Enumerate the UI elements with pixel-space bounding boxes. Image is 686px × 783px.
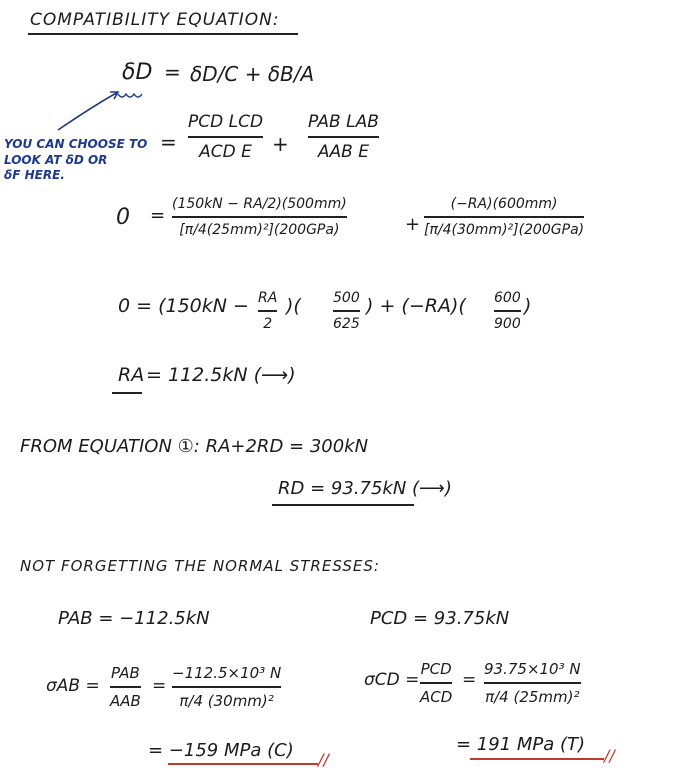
stresses-heading: NOT FORGETTING THE NORMAL STRESSES: — [20, 557, 380, 575]
ra-result: = 112.5kN (⟶) — [146, 364, 296, 386]
eq4-mid2: ) + (−RA)( — [366, 295, 466, 317]
eq3-equals: = — [150, 205, 166, 226]
sigma-ab-check-mark: // — [318, 750, 329, 769]
rd-result: RD = 93.75kN (⟶) — [278, 478, 452, 499]
fraction-bar — [333, 310, 360, 312]
eq1-lhs: δD — [122, 60, 153, 85]
rd-underline — [272, 504, 414, 506]
eq3-f1-den: [π/4(25mm)²](200GPa) — [179, 221, 340, 238]
ra-lhs: RA — [118, 364, 145, 386]
eq4-ra-fraction — [258, 290, 277, 332]
fraction-bar — [424, 216, 584, 218]
pab-value: PAB = −112.5kN — [58, 608, 210, 629]
fraction-bar — [110, 686, 141, 688]
eq3-plus: + — [405, 214, 421, 235]
eq2-f2-den: AAB E — [317, 141, 369, 162]
sigma-cd-underline — [470, 758, 604, 760]
ra-underline — [112, 392, 142, 394]
eq3-f2-den: [π/4(30mm)²](200GPa) — [424, 221, 585, 238]
eq2-plus: + — [272, 132, 289, 156]
page-title: COMPATIBILITY EQUATION: — [30, 10, 280, 30]
sigma-cd-result: = 191 MPa (T) — [456, 734, 586, 755]
side-note-line-2: LOOK AT δD OR — [4, 152, 108, 167]
eq2-f1-num: PCD LCD — [188, 112, 264, 132]
sigma-ab-equals: = — [152, 676, 167, 696]
sigma-cd-f1-num: PCD — [420, 660, 452, 678]
eq4-r1-num: 500 — [333, 290, 360, 306]
fraction-bar — [258, 310, 277, 312]
sigma-cd-f1-den: ACD — [420, 687, 453, 706]
eq2-equals: = — [160, 130, 177, 154]
pcd-value: PCD = 93.75kN — [370, 608, 510, 629]
sigma-ab-result: = −159 MPa (C) — [148, 740, 294, 761]
eq4-r1-den: 625 — [333, 315, 360, 332]
sigma-ab-f1-den: AAB — [110, 691, 141, 710]
eq4-end: ) — [524, 295, 532, 317]
sigma-cd-fraction-1 — [420, 660, 452, 706]
sigma-ab-f2-num: −112.5×10³ N — [172, 664, 282, 682]
fraction-bar — [420, 682, 452, 684]
sigma-ab-fraction-2 — [172, 664, 281, 710]
fraction-bar — [172, 686, 281, 688]
eq4-r2-den: 900 — [494, 315, 521, 332]
eq4-r2-num: 600 — [494, 290, 521, 306]
eq3-f2-num: (−RA)(600mm) — [450, 196, 558, 212]
sigma-cd-fraction-2 — [484, 660, 581, 706]
eq3-lhs: 0 — [116, 205, 130, 230]
eq4-ra-den: 2 — [263, 315, 273, 332]
from-equation: FROM EQUATION ①: RA+2RD = 300kN — [20, 436, 369, 457]
sigma-cd-check-mark: // — [604, 746, 615, 765]
fraction-bar — [484, 682, 581, 684]
sigma-cd-lhs: σCD = — [364, 670, 420, 690]
sigma-ab-f2-den: π/4 (30mm)² — [179, 691, 274, 710]
eq4-lhs: 0 = (150kN − — [118, 295, 249, 317]
fraction-bar — [172, 216, 347, 218]
eq4-ra-num: RA — [258, 290, 278, 306]
sigma-ab-f1-num: PAB — [110, 664, 140, 682]
eq4-ratio-1 — [333, 290, 360, 332]
eq2-f2-num: PAB LAB — [308, 112, 379, 132]
side-note-line-3: δF HERE. — [4, 168, 65, 183]
sigma-cd-equals: = — [462, 670, 477, 690]
fraction-bar — [494, 310, 521, 312]
eq3-fraction-1 — [172, 196, 347, 238]
sigma-cd-f2-den: π/4 (25mm)² — [485, 687, 580, 706]
sigma-ab-fraction-1 — [110, 664, 141, 710]
eq3-fraction-2 — [424, 196, 584, 238]
eq3-f1-num: (150kN − RA/2)(500mm) — [172, 196, 347, 212]
eq1-equals: = — [164, 60, 181, 84]
eq4-mid: )( — [286, 295, 301, 317]
eq1-rhs: δD/C + δB/A — [190, 62, 315, 86]
eq4-ratio-2 — [494, 290, 521, 332]
sigma-ab-underline — [168, 763, 318, 765]
sigma-cd-f2-num: 93.75×10³ N — [484, 660, 581, 678]
side-note-line-1: YOU CAN CHOOSE TO — [4, 137, 148, 151]
eq2-f1-den: ACD E — [199, 141, 252, 162]
sigma-ab-lhs: σAB = — [46, 676, 100, 696]
